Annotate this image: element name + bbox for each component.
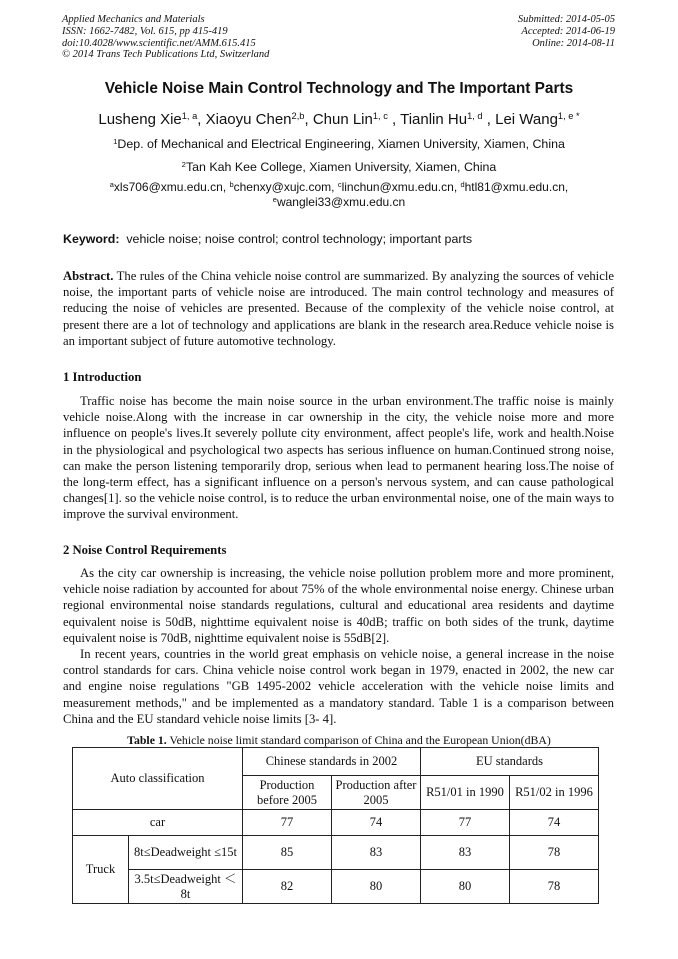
publication-dates bbox=[518, 14, 615, 49]
abstract-label: Abstract. bbox=[63, 269, 114, 283]
email-sup: c bbox=[337, 179, 342, 189]
table-caption-label: Table 1. bbox=[127, 733, 167, 747]
table-cell: 74 bbox=[510, 810, 599, 836]
email-link[interactable]: xls706@xmu.edu.cn bbox=[113, 180, 223, 194]
author-sep: , bbox=[387, 111, 401, 128]
row-label-deadweight: 8t≤Deadweight ≤15t bbox=[129, 836, 243, 870]
table-cell: 77 bbox=[243, 810, 332, 836]
keywords-list: vehicle noise; noise control; control technology; important parts bbox=[126, 232, 473, 246]
affiliation bbox=[0, 137, 678, 151]
section-heading-noise-control: 2 Noise Control Requirements bbox=[63, 543, 227, 557]
header-eu-standards: EU standards bbox=[421, 748, 599, 776]
journal-copyright: © 2014 Trans Tech Publications Ltd, Switzerland bbox=[62, 49, 270, 61]
subheader-cell: Production after 2005 bbox=[332, 776, 421, 810]
author-sup: 1, a bbox=[181, 110, 198, 121]
introduction-paragraph: Traffic noise has become the main noise source in the urban environment.The traffic noise is mainly vehicle noise.Along with the increase in car ownership in the city, the vehicle noise more and more influence on people's lives.It severely pollute city environment, affect people's life, work and health.Noise in the physiological and psychological two aspects has serious influence on human.Continued strong noise, can make the person listening temporarily drop, serious when lead to permanent hearing loss.The noise of the long-term effect, has a significant influence on a person's nervous system, and can cause pathological changes[1]. so the vehicle noise control, is to reduce the urban environmental noise, one of the main ways to improve the survival environment. bbox=[63, 394, 614, 522]
noise-control-paragraph-2: In recent years, countries in the world great emphasis on vehicle noise, a general increase in the noise control standards for cars. China vehicle noise control work began in 1979, enacted in 2002, the new car and engine noise regulations "GB 1495-2002 vehicle acceleration with the vehicle noise limits and measurement methods," and be implemented as a mandatory standard. Table 1 is a comparison between China and the EU standard vehicle noise limits [3- 4]. bbox=[63, 647, 614, 726]
keywords-label: Keyword bbox=[63, 232, 116, 246]
email-sup: d bbox=[460, 179, 465, 189]
abstract bbox=[63, 268, 614, 349]
journal-name: Applied Mechanics and Materials bbox=[62, 14, 205, 25]
table-cell: 80 bbox=[332, 870, 421, 904]
email-link[interactable]: htl81@xmu.edu.cn bbox=[464, 180, 565, 194]
table-cell: 74 bbox=[332, 810, 421, 836]
email-link[interactable]: chenxy@xujc.com bbox=[233, 180, 332, 194]
table-cell: 77 bbox=[421, 810, 510, 836]
author-sup: 1, c bbox=[372, 110, 388, 121]
author-sep: , bbox=[304, 111, 313, 128]
affiliation-sup: 1 bbox=[113, 136, 118, 146]
table-cell: 83 bbox=[332, 836, 421, 870]
table-cell: 83 bbox=[421, 836, 510, 870]
keywords-colon: : bbox=[115, 232, 120, 246]
row-label-truck: Truck bbox=[73, 836, 129, 904]
journal-issn: ISSN: 1662-7482, Vol. 615, pp 415-419 bbox=[62, 25, 228, 37]
author-name: Tianlin Hu bbox=[400, 111, 468, 128]
email-link[interactable]: wanglei33@xmu.edu.cn bbox=[276, 195, 406, 209]
table-caption-text: Vehicle noise limit standard comparison of China and the European Union(dBA) bbox=[166, 733, 551, 747]
journal-info bbox=[62, 14, 269, 61]
subheader-cell: R51/01 in 1990 bbox=[421, 776, 510, 810]
subheader-cell: R51/02 in 1996 bbox=[510, 776, 599, 810]
author-sep: , bbox=[197, 111, 206, 128]
noise-control-paragraph-1: As the city car ownership is increasing, the vehicle noise pollution problem more and more prominent, vehicle noise radiation by accounted for about 75% of the whole environmental noise energy. Chinese urban regional environmental noise standards regulations, cultural and educational area residents and daytime equivalent noise is 50dB, nighttime equivalent noise is 40dB; traffic on both sides of the trunk, daytime equivalent noise is 70dB, nighttime equivalent noise is 55dB[2]. bbox=[63, 566, 614, 645]
author-list bbox=[0, 111, 678, 128]
email-sup: a bbox=[109, 179, 114, 189]
email-sep: , bbox=[222, 180, 230, 194]
header-auto-classification: Auto classification bbox=[73, 748, 243, 810]
table-cell: 85 bbox=[243, 836, 332, 870]
affiliation-text: Tan Kah Kee College, Xiamen University, Xiamen, China bbox=[185, 160, 497, 174]
author-emails bbox=[60, 180, 618, 210]
author-name: Lei Wang bbox=[495, 111, 558, 128]
date-submitted: Submitted: 2014-05-05 bbox=[517, 14, 615, 25]
table-row bbox=[73, 870, 599, 904]
date-online: Online: 2014-08-11 bbox=[532, 37, 615, 49]
abstract-text: The rules of the China vehicle noise control are summarized. By analyzing the sources of vehicle noise, the important parts of vehicle noise are introduced. The main control technology and measures of reducing the noise of vehicles are presented. Because of the complexity of the vehicle noise control, at present there are a lot of technology and applications are blank in the research area.Reduce vehicle noise is an important subject of future automotive technology. bbox=[63, 269, 614, 348]
header-chinese-standards: Chinese standards in 2002 bbox=[243, 748, 421, 776]
table-caption bbox=[0, 733, 678, 748]
email-sep: , bbox=[331, 180, 338, 194]
table-cell: 78 bbox=[510, 870, 599, 904]
email-sep: , bbox=[564, 180, 569, 194]
author-name: Chun Lin bbox=[312, 111, 373, 128]
author-sup: 2,b bbox=[291, 110, 305, 121]
email-sep: , bbox=[453, 180, 461, 194]
row-label-deadweight: 3.5t≤Deadweight ＜8t bbox=[129, 870, 243, 904]
table-cell: 82 bbox=[243, 870, 332, 904]
email-link[interactable]: linchun@xmu.edu.cn bbox=[341, 180, 454, 194]
section-heading-introduction: 1 Introduction bbox=[63, 370, 142, 384]
author-sup: 1, e * bbox=[557, 110, 580, 121]
journal-doi: doi:10.4028/www.scientific.net/AMM.615.415 bbox=[62, 37, 256, 49]
table-header-row bbox=[73, 748, 599, 776]
author-sep: , bbox=[482, 111, 491, 128]
noise-limit-table bbox=[72, 747, 599, 904]
table-cell: 78 bbox=[510, 836, 599, 870]
author-sup: 1, d bbox=[467, 110, 483, 121]
author-name: Xiaoyu Chen bbox=[205, 111, 292, 128]
row-label-car: car bbox=[73, 810, 243, 836]
date-accepted: Accepted: 2014-06-19 bbox=[521, 25, 615, 37]
email-sup: e bbox=[272, 194, 277, 204]
table-row bbox=[73, 836, 599, 870]
affiliation bbox=[0, 160, 678, 174]
table-row bbox=[73, 810, 599, 836]
keywords bbox=[63, 232, 472, 246]
author-name: Lusheng Xie bbox=[98, 111, 182, 128]
affiliation-sup: 2 bbox=[181, 159, 186, 169]
affiliation-text: Dep. of Mechanical and Electrical Engineering, Xiamen University, Xiamen, China bbox=[117, 137, 565, 151]
paper-title: Vehicle Noise Main Control Technology and The Important Parts bbox=[104, 80, 574, 97]
email-sup: b bbox=[229, 179, 234, 189]
table-cell: 80 bbox=[421, 870, 510, 904]
subheader-cell: Production before 2005 bbox=[243, 776, 332, 810]
